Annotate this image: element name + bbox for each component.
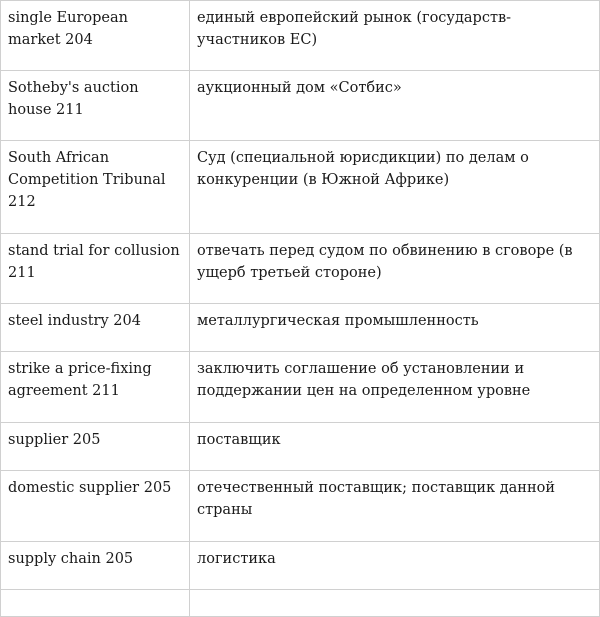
table-row	[1, 304, 600, 352]
table-row	[1, 141, 600, 234]
term-cell: stand trial for collusion 211	[1, 234, 190, 304]
translation-cell: отечественный поставщик; поставщик данной страны	[190, 471, 600, 542]
table-row-empty	[1, 590, 600, 617]
term-cell: supplier 205	[1, 423, 190, 471]
term-cell: steel industry 204	[1, 304, 190, 352]
translation-cell: отвечать перед судом по обвинению в сговоре (в ущерб третьей стороне)	[190, 234, 600, 304]
translation-cell: металлургическая промышленность	[190, 304, 600, 352]
term-cell: supply chain 205	[1, 542, 190, 590]
table-row	[1, 352, 600, 423]
term-cell-empty	[1, 590, 190, 617]
term-cell: Sotheby's auction house 211	[1, 71, 190, 141]
translation-cell: логистика	[190, 542, 600, 590]
translation-cell: аукционный дом «Сотбис»	[190, 71, 600, 141]
table-row	[1, 234, 600, 304]
table-row	[1, 542, 600, 590]
term-cell: South African Competition Tribunal 212	[1, 141, 190, 234]
translation-cell: Суд (специальной юрисдикции) по делам о конкуренции (в Южной Африке)	[190, 141, 600, 234]
translation-cell: поставщик	[190, 423, 600, 471]
table-row	[1, 423, 600, 471]
table-row	[1, 471, 600, 542]
term-cell: strike a price-fixing agreement 211	[1, 352, 190, 423]
term-cell: domestic supplier 205	[1, 471, 190, 542]
translation-cell-empty	[190, 590, 600, 617]
translation-cell: заключить соглашение об установлении и поддержании цен на определенном уровне	[190, 352, 600, 423]
translation-cell: единый европейский рынок (государств-участников ЕС)	[190, 1, 600, 71]
table-row	[1, 1, 600, 71]
table-row	[1, 71, 600, 141]
term-cell: single European market 204	[1, 1, 190, 71]
